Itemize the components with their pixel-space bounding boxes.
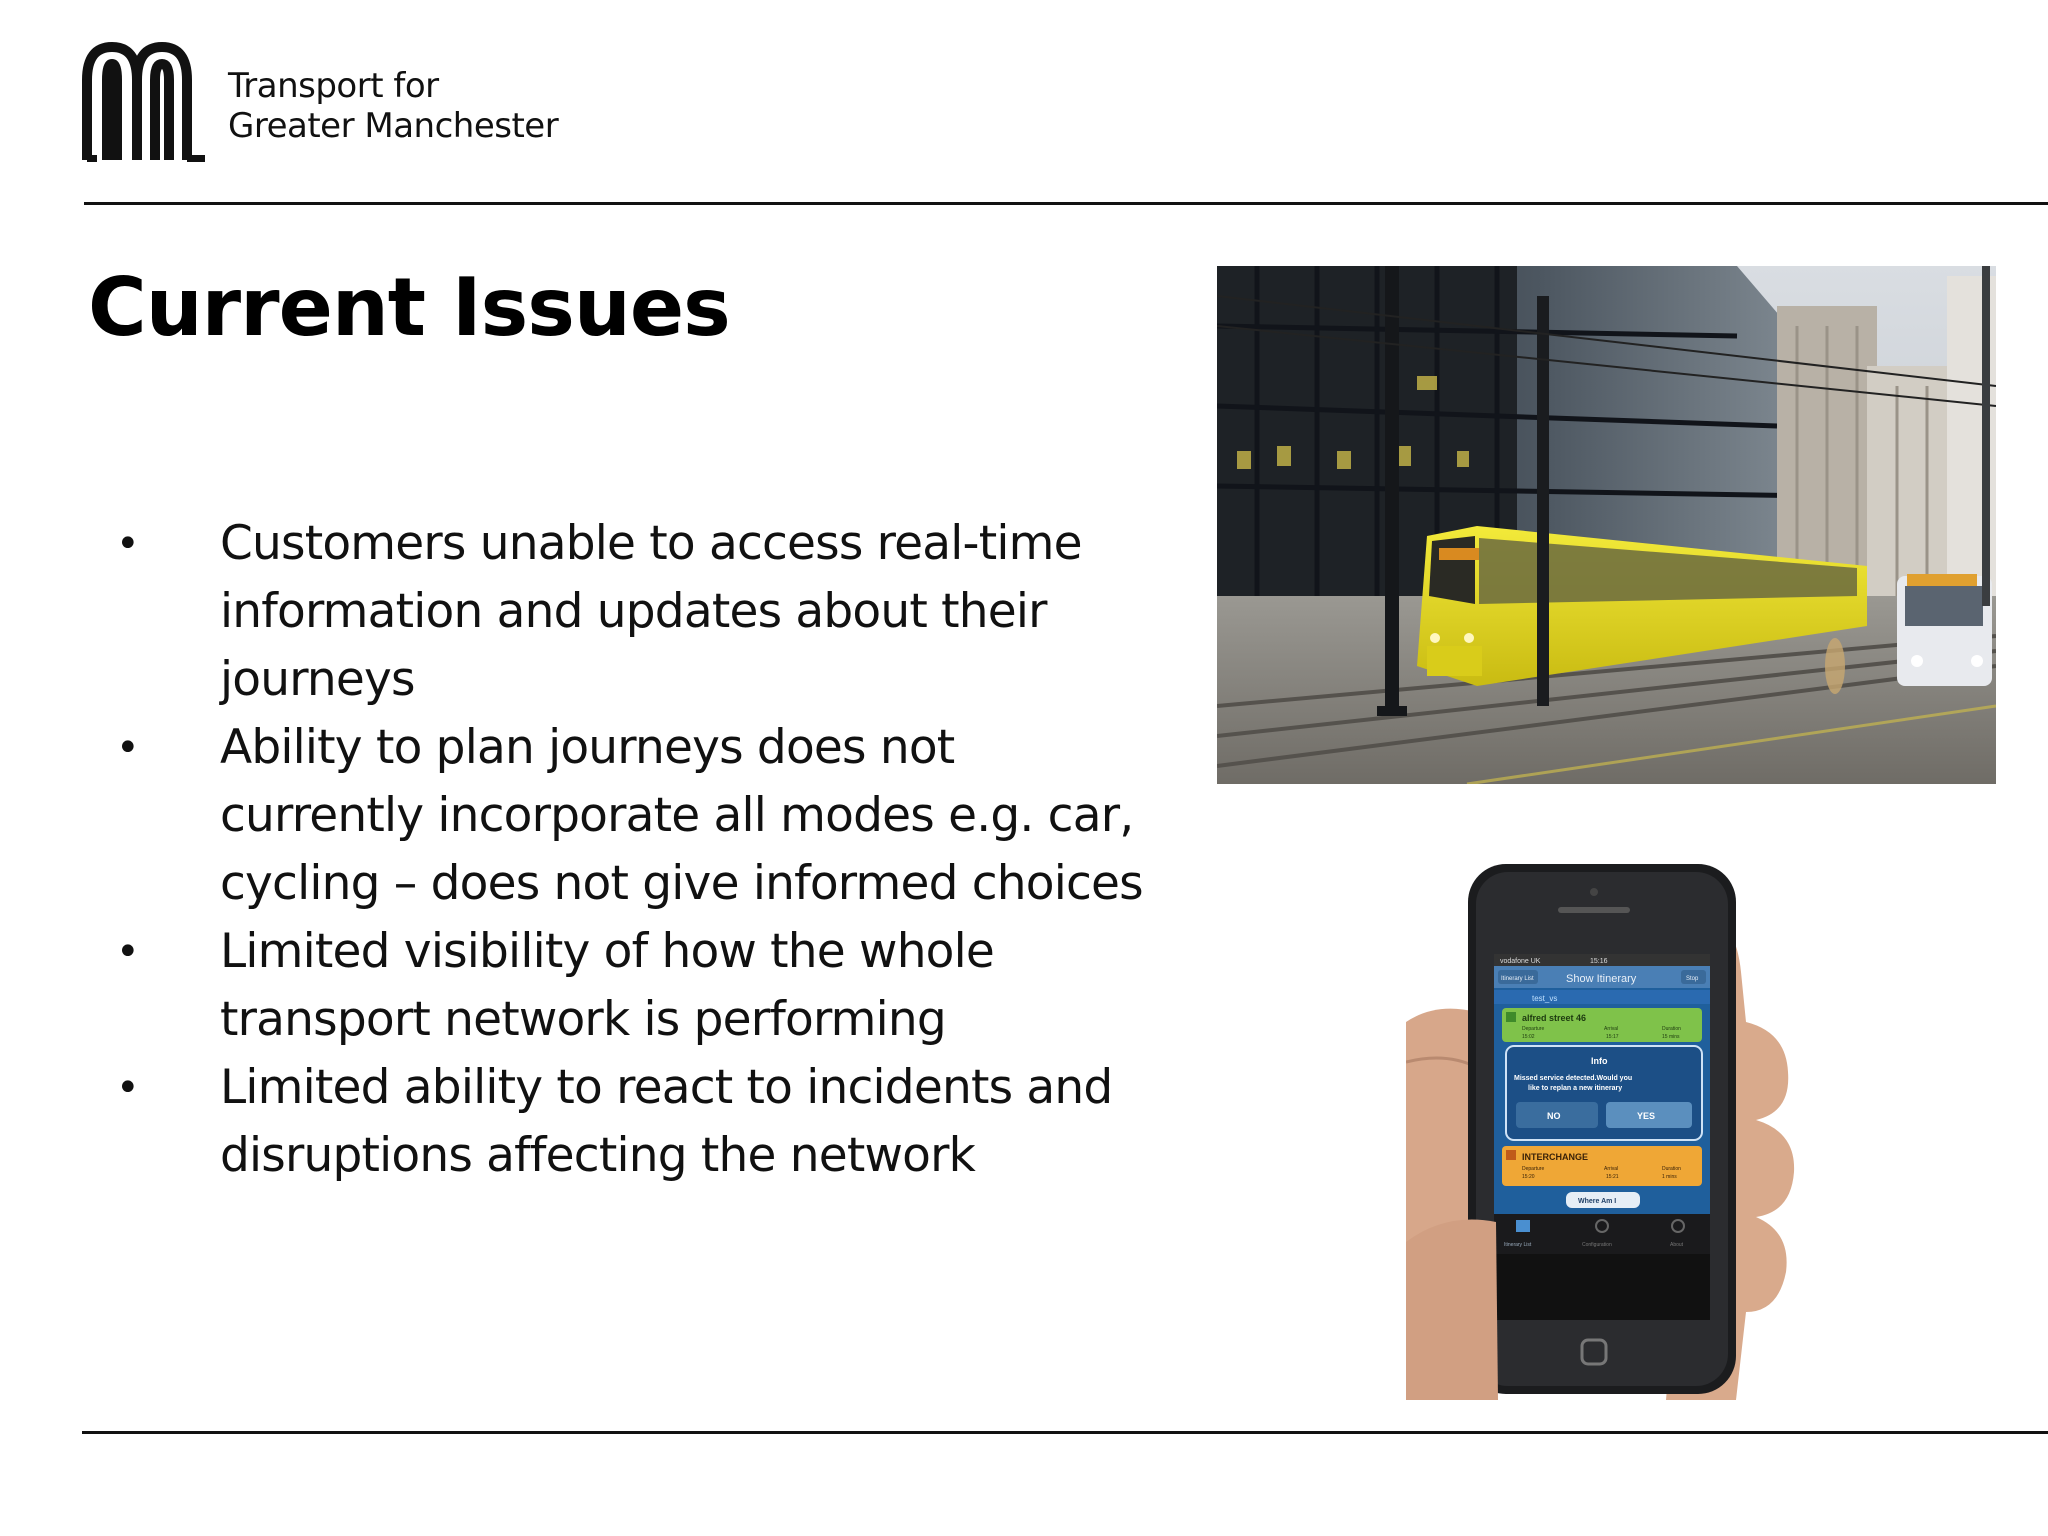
issue-text: Limited visibility of how the whole transport network is performing [220,924,995,1047]
phone-dialog-no-label: NO [1547,1111,1561,1121]
phone-tab-1: Itinerary List [1504,1242,1532,1248]
phone-carrier: vodafone UK [1500,958,1541,965]
issue-item [110,918,1170,1054]
bullet-icon: • [116,725,139,771]
phone-photo [1406,862,1806,1400]
phone-leg1-departure: 15:02 [1522,1034,1535,1040]
phone-col-duration: Duration [1662,1026,1681,1032]
logo-wordmark [228,66,558,146]
phone-leg2-title: INTERCHANGE [1522,1152,1589,1162]
phone-leg2-arrival: 15:21 [1606,1174,1619,1180]
phone-route-label: test_vs [1532,994,1558,1003]
phone-stop-button: Stop [1686,976,1699,982]
phone-dialog-message-1: Missed service detected.Would you [1514,1075,1633,1082]
bullet-icon: • [116,521,139,567]
phone-leg2-duration: 1 mins [1662,1174,1677,1180]
phone-screen-title: Show Itinerary [1566,973,1637,985]
issue-text: Limited ability to react to incidents and disruptions affecting the network [220,1060,1113,1183]
phone-leg2-col-departure: Departure [1522,1166,1545,1172]
issue-text: Customers unable to access real-time information and updates about their journeys [220,516,1082,707]
issue-item [110,510,1170,714]
tfgm-logo [82,42,562,162]
tfgm-m-logo-icon [82,42,210,162]
phone-leg1-title: alfred street 46 [1522,1013,1587,1023]
issue-item [110,714,1170,918]
phone-back-button: Itinerary List [1501,976,1534,982]
phone-tab-list-icon [1516,1220,1530,1232]
phone-time: 15:16 [1590,958,1608,965]
phone-leg1-arrival: 15:17 [1606,1034,1619,1040]
footer-divider [82,1431,2048,1434]
phone-dialog-message-2: like to replan a new itinerary [1528,1085,1623,1092]
phone-leg2-departure: 15:20 [1522,1174,1535,1180]
phone-col-arrival: Arrival [1604,1026,1619,1032]
phone-tab-3: About [1670,1242,1684,1248]
issue-text: Ability to plan journeys does not currently incorporate all modes e.g. car, cycling – does not give informed choices [220,720,1143,911]
bullet-icon: • [116,1065,139,1111]
phone-leg2-col-arrival: Arrival [1604,1166,1619,1172]
phone-leg2-col-duration: Duration [1662,1166,1681,1172]
phone-col-departure: Departure [1522,1026,1545,1032]
header-divider [84,202,2048,205]
slide-title: Current Issues [88,261,730,354]
logo-line-1: Transport for [228,66,439,106]
bullet-icon: • [116,929,139,975]
phone-dialog-title: Info [1591,1056,1608,1066]
phone-leg1-duration: 15 mins [1662,1034,1680,1040]
phone-where-label: Where Am I [1578,1198,1617,1205]
logo-line-2: Greater Manchester [228,106,559,146]
issue-list [110,510,1170,1190]
phone-dialog-yes-label: YES [1637,1111,1656,1121]
tram-photo [1217,266,1996,784]
issue-item [110,1054,1170,1190]
phone-tab-2: Configuration [1582,1242,1612,1248]
